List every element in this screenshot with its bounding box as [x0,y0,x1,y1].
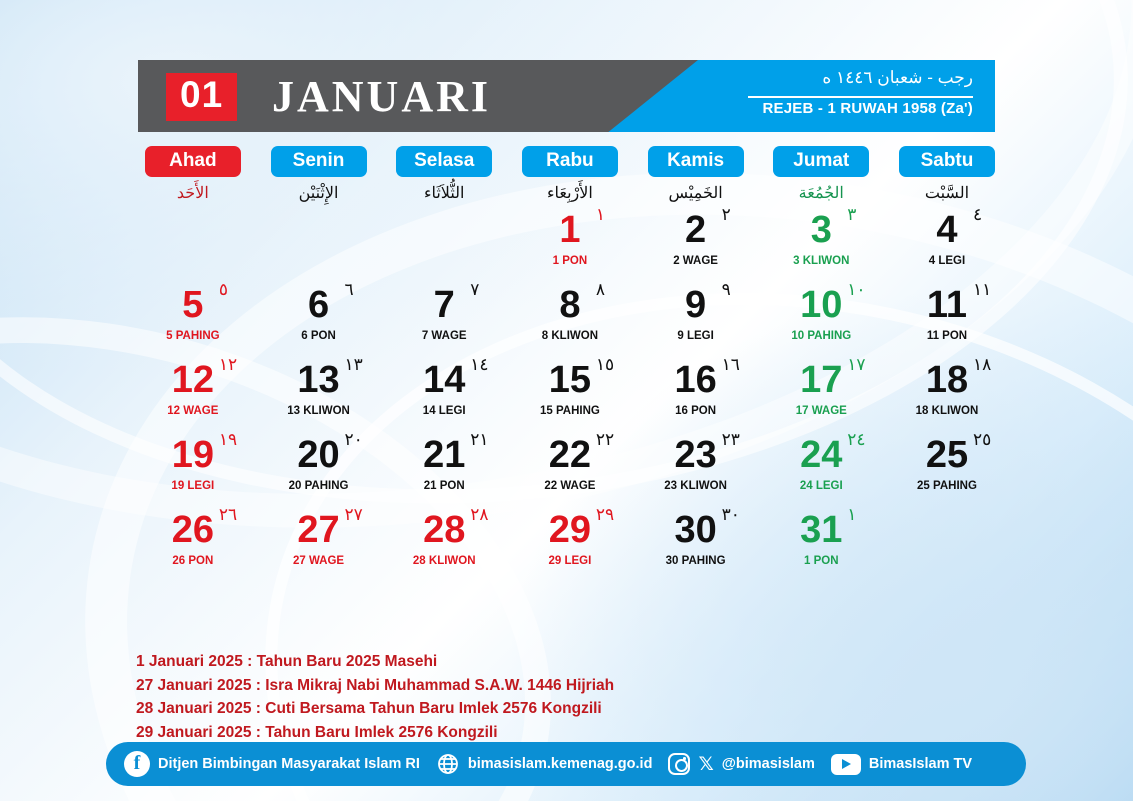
calendar-day-cell[interactable] [256,503,382,578]
calendar-week-row [130,353,1010,428]
hijri-day-number: ٢٨ [470,505,489,524]
pasaran-label: 10 PAHING [791,330,852,342]
day-number: 7 [433,284,455,326]
calendar-week-row [130,503,1010,578]
day-header-label: Senin [271,146,367,177]
day-header-arabic: الأَحَد [176,185,209,202]
calendar-day-cell[interactable] [381,353,507,428]
hijri-day-number: ٧ [470,280,480,299]
note-item: 1 Januari 2025 : Tahun Baru 2025 Masehi [136,653,438,670]
hijri-day-number: ١٤ [470,355,489,374]
calendar-day-cell[interactable] [633,428,759,503]
calendar-empty-cell [256,203,382,278]
day-header-label: Kamis [648,146,744,177]
calendar-week-row [130,428,1010,503]
hijri-day-number: ٢٩ [595,505,615,524]
pasaran-label: 11 PON [926,330,968,342]
calendar-day-cell[interactable] [758,503,884,578]
hijri-day-number: ١٥ [595,355,615,374]
note-item: 27 Januari 2025 : Isra Mikraj Nabi Muhammad S.A.W. 1446 Hijriah [136,676,615,694]
hijri-day-number: ١٠ [847,280,866,299]
day-header-kamis [633,146,759,203]
hijri-day-number: ٦ [344,280,354,299]
calendar-day-cell[interactable] [256,278,382,353]
pasaran-label: 1 PON [804,555,839,567]
calendar-day-cell[interactable] [381,503,507,578]
pasaran-label: 15 PAHING [539,405,600,417]
calendar-day-cell[interactable] [633,353,759,428]
calendar-day-cell[interactable] [884,353,1010,428]
day-number: 15 [548,359,592,401]
social-handle-label: @bimasislam [721,756,815,772]
hijri-day-number: ١٨ [972,355,992,374]
day-number: 13 [297,359,340,401]
pasaran-label: 27 WAGE [292,555,345,567]
pasaran-label: 8 KLIWON [541,330,599,342]
hijri-day-number: ٢٤ [847,430,866,449]
hijri-day-number: ٢ [721,205,731,224]
month-number-badge: 01 [166,73,237,121]
month-name: JANUARI [272,72,491,121]
pasaran-label: 19 LEGI [171,480,215,492]
calendar-empty-cell [130,203,256,278]
calendar-day-cell[interactable] [758,428,884,503]
instagram-icon [668,753,690,775]
website-item[interactable] [436,752,653,776]
calendar-day-cell[interactable] [633,503,759,578]
hijri-day-number: ٢٦ [218,505,238,524]
day-number: 16 [674,359,717,401]
calendar-week-row [130,278,1010,353]
pasaran-label: 30 PAHING [665,555,726,567]
calendar-day-cell[interactable] [130,428,256,503]
hijri-day-number: ١٩ [218,430,238,449]
calendar-header [138,60,995,132]
note-item: 28 Januari 2025 : Cuti Bersama Tahun Baru Imlek 2576 Kongzili [136,700,602,718]
pasaran-label: 9 LEGI [677,330,714,342]
day-number: 12 [171,359,214,401]
pasaran-label: 12 WAGE [167,405,219,417]
hijri-day-number: ١ [595,205,606,224]
pasaran-label: 7 WAGE [421,330,467,342]
calendar-day-cell[interactable] [381,428,507,503]
day-header-arabic: الثُّلاَثَاء [423,185,465,202]
pasaran-label: 4 LEGI [928,255,966,267]
day-header-jumat [758,146,884,203]
calendar-day-cell[interactable] [884,428,1010,503]
day-header-label: Jumat [773,146,869,177]
pasaran-label: 29 LEGI [548,555,592,567]
day-header-arabic: السَّبْت [924,185,970,202]
calendar-day-cell[interactable] [130,503,256,578]
calendar-day-cell[interactable] [758,203,884,278]
pasaran-label: 6 PON [301,330,336,342]
calendar-day-cell[interactable] [507,353,633,428]
day-header-arabic: الجُمُعَة [798,185,844,202]
calendar-empty-cell [884,503,1010,578]
facebook-item[interactable] [124,751,420,777]
pasaran-label: 21 PON [423,480,465,492]
day-number: 18 [925,359,969,401]
pasaran-label: 2 WAGE [673,255,718,267]
hijri-day-number: ٩ [721,280,731,299]
hijri-day-number: ٢١ [470,430,489,449]
hijri-day-number: ٢٥ [972,430,992,449]
day-number: 26 [171,509,214,551]
day-header-selasa [381,146,507,203]
day-header-arabic: الخَمِيْس [668,185,723,202]
website-label: bimasislam.kemenag.go.id [467,756,653,772]
pasaran-label: 24 LEGI [799,480,843,492]
pasaran-label: 25 PAHING [917,480,977,492]
day-number: 8 [559,284,581,326]
day-number: 10 [800,284,843,326]
calendar-empty-cell [381,203,507,278]
day-header-row [130,146,1010,203]
pasaran-label: 1 PON [552,255,588,267]
hijri-day-number: ١١ [972,280,992,299]
calendar-day-cell[interactable] [758,278,884,353]
globe-icon [436,752,460,776]
youtube-icon [831,754,861,775]
calendar-day-cell[interactable] [758,353,884,428]
facebook-icon: f [124,751,150,777]
hijri-day-number: ٢٧ [344,505,363,524]
day-number: 31 [800,509,843,551]
calendar-day-cell[interactable] [633,203,759,278]
day-number: 24 [800,434,843,476]
day-header-label: Selasa [396,146,492,177]
day-number: 4 [936,209,958,251]
day-number: 11 [926,284,968,326]
calendar-day-cell[interactable] [633,278,759,353]
hijri-day-number: ١٦ [721,355,740,374]
pasaran-label: 16 PON [675,405,717,417]
holiday-notes [136,650,936,744]
pasaran-label: 5 PAHING [166,330,220,342]
calendar-week-row [130,203,1010,278]
hijri-day-number: ١٧ [847,355,866,374]
day-header-arabic: الإِثْنَيْن [298,185,339,202]
pasaran-label: 28 KLIWON [412,555,476,567]
day-number: 1 [559,209,581,251]
pasaran-label: 20 PAHING [288,480,349,492]
calendar-day-cell[interactable] [130,353,256,428]
day-number: 3 [810,209,832,251]
hijri-day-number: ٣٠ [721,505,740,524]
facebook-label: Ditjen Bimbingan Masyarakat Islam RI [158,756,420,772]
calendar-day-cell[interactable] [507,428,633,503]
day-number: 6 [307,284,330,326]
calendar-day-cell[interactable] [256,428,382,503]
day-number: 30 [674,509,717,551]
day-number: 23 [674,434,717,476]
day-number: 19 [171,434,214,476]
hijri-day-number: ٥ [218,280,228,299]
pasaran-label: 23 KLIWON [664,480,727,492]
hijri-month-latin: REJEB - 1 RUWAH 1958 (Za') [762,100,973,117]
day-header-label: Ahad [145,146,241,177]
calendar-grid [130,146,1010,578]
day-number: 25 [925,434,969,476]
hijri-day-number: ٢٢ [595,430,615,449]
hijri-day-number: ١٢ [218,355,238,374]
footer-bar [106,742,1026,786]
day-header-sabtu [884,146,1010,203]
day-header-arabic: الأَرْبِعَاء [546,185,593,202]
calendar-day-cell[interactable] [507,203,633,278]
calendar-day-cell[interactable] [884,203,1010,278]
hijri-day-number: ٨ [595,280,606,299]
hijri-day-number: ٣ [847,205,857,224]
day-number: 20 [297,434,340,476]
pasaran-label: 14 LEGI [422,405,466,417]
day-header-ahad [130,146,256,203]
pasaran-label: 13 KLIWON [287,405,350,417]
youtube-item[interactable] [831,754,972,775]
calendar-day-cell[interactable] [507,503,633,578]
pasaran-label: 22 WAGE [544,480,596,492]
day-number: 2 [685,209,707,251]
pasaran-label: 26 PON [172,555,214,567]
day-number: 29 [548,509,592,551]
day-number: 5 [182,284,204,326]
calendar-day-cell[interactable] [130,278,256,353]
day-header-label: Rabu [522,146,618,177]
hijri-day-number: ١ [847,505,857,524]
day-number: 28 [423,509,466,551]
day-header-label: Sabtu [899,146,995,177]
hijri-day-number: ٢٠ [344,430,363,449]
hijri-month-arabic: رجب - شعبان ١٤٤٦ ه [822,68,973,87]
social-item[interactable] [668,753,814,775]
day-number: 9 [685,284,707,326]
calendar-day-cell[interactable] [507,278,633,353]
day-number: 21 [423,434,466,476]
day-header-senin [256,146,382,203]
calendar-day-cell[interactable] [381,278,507,353]
pasaran-label: 17 WAGE [795,405,847,417]
header-divider-rule [748,96,973,98]
day-number: 22 [548,434,592,476]
youtube-label: BimasIslam TV [868,756,973,772]
weeks-container [130,203,1010,578]
pasaran-label: 3 KLIWON [793,255,850,267]
hijri-day-number: ٢٣ [721,430,740,449]
calendar-day-cell[interactable] [884,278,1010,353]
day-number: 14 [423,359,466,401]
day-number: 27 [297,509,340,551]
note-item: 29 Januari 2025 : Tahun Baru Imlek 2576 Kongzili [136,723,498,741]
pasaran-label: 18 KLIWON [915,405,979,417]
hijri-day-number: ١٣ [344,355,363,374]
x-twitter-icon: 𝕏 [698,753,714,775]
day-number: 17 [800,359,843,401]
hijri-day-number: ٤ [972,205,983,224]
calendar-day-cell[interactable] [256,353,382,428]
day-header-rabu [507,146,633,203]
